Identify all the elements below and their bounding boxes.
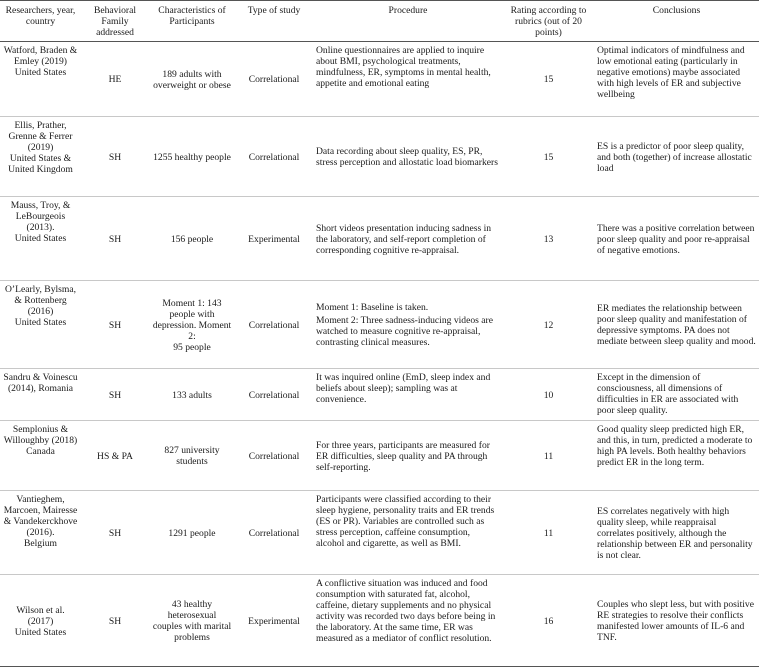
researchers-text: Watford, Braden & Emley (2019) — [3, 45, 78, 67]
cell-procedure: Short videos presentation inducing sadness in the laboratory, and self-report completion of corresponding cognitive re-appraisal. — [316, 222, 492, 256]
cell-participants — [149, 281, 235, 369]
cell-family: SH — [108, 233, 122, 245]
cell-rating: 10 — [543, 389, 554, 401]
cell-type: Correlational — [248, 527, 300, 539]
header-researchers: Researchers, year, country — [0, 1, 81, 42]
header-participants: Characteristics of Participants — [149, 1, 235, 42]
cell-researchers — [0, 575, 81, 667]
cell-participants: 827 university students — [164, 445, 220, 467]
cell-family: HS & PA — [97, 450, 133, 462]
cell-procedure: Data recording about sleep quality, ES, PR, stress perception and allostatic load biomarkers — [316, 146, 498, 168]
researchers-text: Mauss, Troy, & LeBourgeois (2013). — [10, 200, 71, 233]
country-text: Belgium — [23, 538, 58, 549]
cell-rating: 13 — [543, 233, 554, 245]
researchers-text: O’Learly, Bylsma, & Rottenberg (2016) — [4, 284, 77, 317]
procedure-moment-2: Moment 2: Three sadness-inducing videos are watched to measure cognitive re-appraisal, contrasting clinical measures. — [316, 315, 493, 348]
cell-rating: 11 — [543, 450, 554, 462]
cell-type: Correlational — [248, 151, 300, 163]
header-procedure: Procedure — [313, 1, 503, 42]
cell-family: HE — [108, 74, 122, 85]
cell-researchers — [0, 421, 81, 491]
table-row — [0, 421, 759, 491]
country-text: United States — [14, 317, 67, 328]
cell-type: Experimental — [248, 233, 300, 245]
cell-participants: 133 adults — [172, 389, 212, 401]
cell-conclusions: Except in the dimension of consciousness, all dimensions of difficulties in ER are associated with poor sleep quality. — [597, 372, 739, 416]
cell-family: SH — [108, 319, 122, 331]
cell-participants: 1291 people — [168, 527, 216, 539]
cell-type: Correlational — [248, 74, 300, 85]
cell-researchers: Sandru & Voinescu (2014), Romania — [3, 372, 78, 394]
table-row — [0, 491, 759, 575]
table-row — [0, 369, 759, 421]
participants-moment-1: Moment 1: 143 people with depression. Moment 2: — [152, 297, 232, 342]
cell-rating: 16 — [543, 615, 554, 627]
header-type: Type of study — [235, 1, 313, 42]
cell-researchers — [0, 197, 81, 281]
table-row — [0, 281, 759, 369]
table-row — [0, 575, 759, 667]
cell-family: SH — [108, 527, 122, 539]
table-row — [0, 197, 759, 281]
cell-procedure: Online questionnaires are applied to inquire about BMI, psychological treatments, mindfulness, ER, symptoms in mental health, appetite and emotional eating — [316, 45, 491, 89]
researchers-text: Semplonius & Willoughby (2018) — [3, 424, 78, 446]
cell-researchers — [0, 491, 81, 575]
header-family: Behavioral Family addressed — [81, 1, 149, 42]
cell-procedure: A conflictive situation was induced and food consumption with saturated fat, alcohol, caffeine, dietary supplements and no physical activity was recorded two days before being in the laboratory. At the same time, ER was measured as a mediator of conflict resolution. — [316, 578, 496, 644]
cell-procedure: For three years, participants are measured for ER difficulties, sleep quality and PA through self-reporting. — [316, 439, 490, 473]
table-row — [0, 42, 759, 117]
header-rating: Rating according to rubrics (out of 20 points) — [503, 1, 594, 42]
cell-type: Correlational — [248, 450, 300, 462]
researchers-text: Wilson et al. (2017) — [16, 604, 65, 627]
cell-type: Experimental — [248, 615, 300, 627]
cell-conclusions: Good quality sleep predicted high ER, and this, in turn, predicted a moderate to high PA levels. Both healthy behaviors predict ER in the long term. — [597, 424, 753, 468]
table-row — [0, 117, 759, 197]
researchers-text: Ellis, Prather, Grenne & Ferrer (2019) — [8, 120, 73, 153]
country-text: United States & United Kingdom — [8, 153, 73, 175]
cell-conclusions: ER mediates the relationship between poor sleep quality and manifestation of depressive symptoms. PA does not mediate between sleep quality and mood. — [597, 303, 756, 347]
cell-participants: 43 healthy heterosexual couples with marital problems — [152, 599, 232, 643]
cell-participants: 189 adults with overweight or obese — [153, 68, 231, 91]
participants-moment-2: 95 people — [173, 341, 211, 353]
cell-conclusions: ES correlates negatively with high quality sleep, while reappraisal correlates positively, although the relationship between ER and personality is not clear. — [597, 505, 753, 561]
cell-family: SH — [108, 151, 122, 163]
cell-researchers — [0, 117, 81, 197]
cell-rating: 15 — [543, 74, 554, 85]
header-row — [0, 1, 759, 42]
country-text: United States — [14, 67, 67, 78]
researchers-text: Vantieghem, Marcoen, Mairesse & Vandekerckhove (2016). — [3, 494, 78, 538]
cell-conclusions: Couples who slept less, but with positive RE strategies to resolve their conflicts manifested lower amounts of IL-6 and TNF. — [597, 599, 754, 643]
cell-conclusions: There was a positive correlation between poor sleep quality and poor re-appraisal of negative emotions. — [597, 222, 755, 256]
country-text: United States — [14, 233, 67, 244]
cell-rating: 12 — [543, 319, 554, 331]
cell-family: SH — [108, 615, 122, 627]
cell-conclusions: ES is a predictor of poor sleep quality, and both (together) of increase allostatic load — [597, 140, 752, 174]
cell-rating: 15 — [543, 151, 554, 163]
cell-procedure: It was inquired online (EmD, sleep index and beliefs about sleep); sampling was at convenience. — [316, 372, 491, 405]
cell-procedure: Participants were classified according to their sleep hygiene, personality traits and ER trends (ES or PR). Variables are controlled such as stress perception, caffeine consumption, alcohol and cigarette, as well as BMI. — [316, 494, 495, 549]
cell-type: Correlational — [248, 319, 300, 331]
cell-participants: 156 people — [170, 233, 214, 245]
cell-researchers — [0, 281, 81, 369]
country-text: United States — [14, 626, 67, 638]
cell-participants: 1255 healthy people — [153, 151, 231, 163]
procedure-moment-1: Moment 1: Baseline is taken. — [316, 302, 429, 313]
cell-conclusions: Optimal indicators of mindfulness and low emotional eating (particularly in negative emotions) maybe associated with high levels of ER and subjective wellbeing — [597, 45, 745, 100]
cell-family: SH — [108, 389, 122, 401]
cell-procedure — [313, 281, 503, 369]
cell-type: Correlational — [248, 389, 300, 401]
cell-rating: 11 — [543, 527, 554, 539]
header-conclusions: Conclusions — [594, 1, 759, 42]
cell-researchers — [0, 42, 81, 117]
country-text: Canada — [26, 446, 55, 457]
